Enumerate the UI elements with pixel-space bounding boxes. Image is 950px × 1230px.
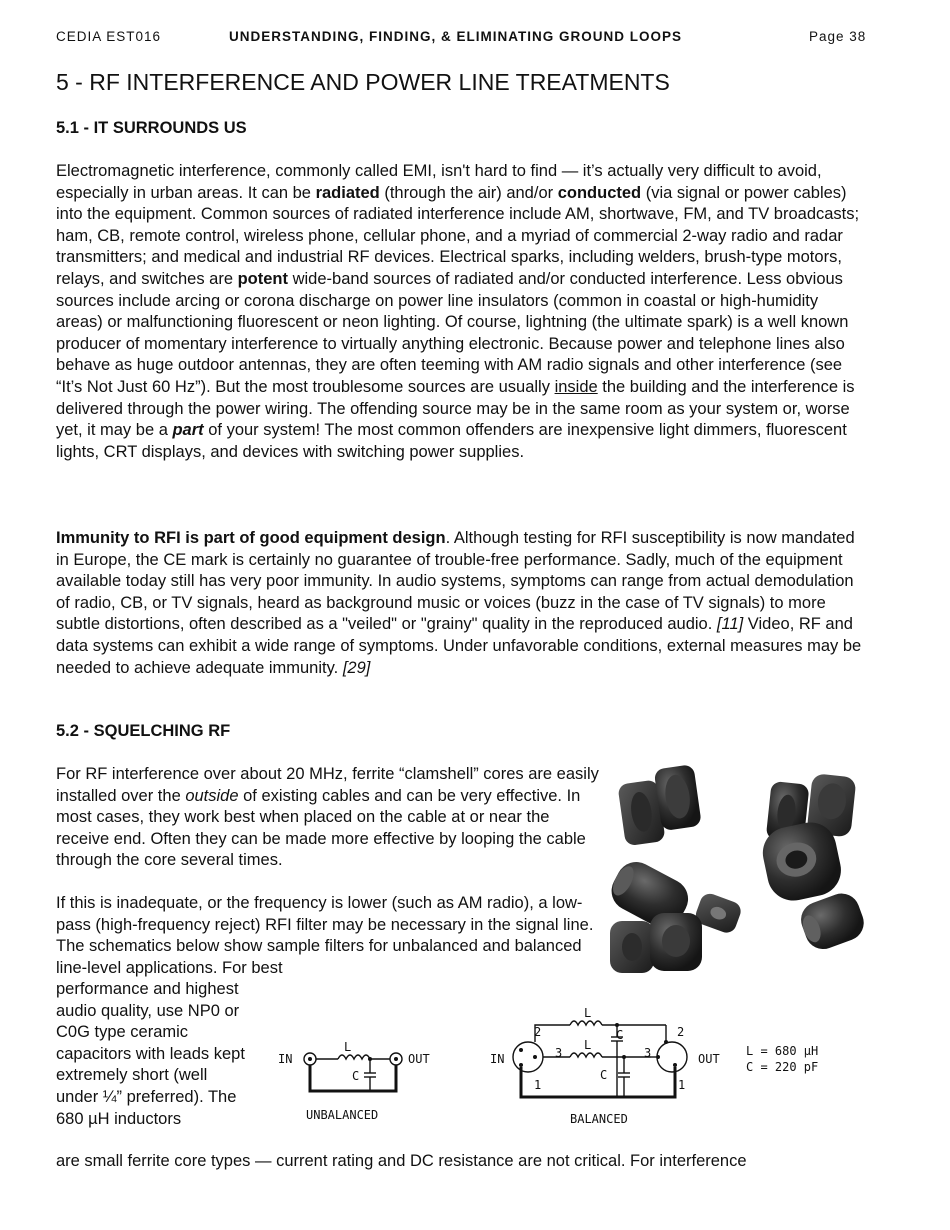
section-5-1-title: 5.1 - IT SURROUNDS US xyxy=(56,119,247,137)
balanced-out-pin3: 3 xyxy=(644,1046,652,1060)
unbalanced-out-label: OUT xyxy=(408,1052,430,1066)
balanced-lower-inductor-label: L xyxy=(584,1038,592,1052)
header-doc-id: CEDIA EST016 xyxy=(56,29,162,44)
ferrite-cores-image xyxy=(608,763,868,988)
balanced-upper-inductor-label: L xyxy=(584,1006,592,1020)
section-5-2-title: 5.2 - SQUELCHING RF xyxy=(56,722,231,740)
balanced-lower-capacitor-label: C xyxy=(600,1068,608,1082)
balanced-out-label: OUT xyxy=(698,1052,720,1066)
balanced-in-label: IN xyxy=(490,1052,505,1066)
balanced-filter-schematic xyxy=(490,1006,720,1126)
unbalanced-caption: UNBALANCED xyxy=(306,1108,379,1122)
balanced-caption: BALANCED xyxy=(570,1112,628,1126)
paragraph-capacitor-advice: performance and highest audio quality, use NP0 or C0G type ceramic capacitors with leads kept extremely short (well under ¼” preferred). The 680 µH inductors xyxy=(56,980,245,1128)
balanced-out-pin1: 1 xyxy=(678,1078,686,1092)
paragraph-rfi-immunity: Immunity to RFI is part of good equipment design. Although testing for RFI susceptibility is now mandated in Europe, the CE mark is certainly no guarantee of trouble-free performance. Sadly, much of the equipment available today still has very poor immunity. In audio systems, symptoms can range from actual demodulation of radio, CB, or TV signals, heard as background music or voices (buzz in the case of TV signals) to more subtle distortions, often described as a "veiled" or "grainy" quality in the reproduced audio. [11] Video, RF and data systems can exhibit a wide range of symptoms. Under unfavorable conditions, external measures may be needed to achieve adequate immunity. [29] xyxy=(56,529,862,677)
chapter-title: 5 - RF INTERFERENCE AND POWER LINE TREATMENTS xyxy=(56,69,670,95)
paragraph-emi-sources: Electromagnetic interference, commonly called EMI, isn't hard to find — it’s actually very difficult to avoid, especially in urban areas. It can be radiated (through the air) and/or conducted (via signal or power cables) into the equipment. Common sources of radiated interference include AM, shortwave, FM, and TV broadcasts; ham, CB, remote control, wireless phone, cellular phone, and a myriad of commercial 2-way radio and radar transmitters; and medical and industrial RF devices. Electrical sparks, including welders, brush-type motors, relays, and switches are potent wide-band sources of radiated and/or conducted interference. Less obvious sources include arcing or corona discharge on power line insulators (common in coastal or high-humidity areas) or malfunctioning fluorescent or neon lighting. Of course, lightning (the ultimate spark) is a well known producer of momentary interference to virtually anything electronic. Because power and telephone lines also behave as huge outdoor antennas, they are often teeming with AM radio signals and other interference (see “It’s Not Just 60 Hz”). But the most troublesome sources are usually inside the building and the interference is delivered through the power wiring. The offending source may be in the same room as your system or, worse yet, it may be a part of your system! The most common offenders are inexpensive light dimmers, fluorescent lights, CRT displays, and devices with switching power supplies. xyxy=(56,162,860,461)
filter-schematics-diagram xyxy=(272,1005,852,1135)
balanced-in-pin3: 3 xyxy=(555,1046,563,1060)
paragraph-lowpass-filter: If this is inadequate, or the frequency is lower (such as AM radio), a low-pass (high-frequency reject) RFI filter may be necessary in the signal line. The schematics below show sample filters for unbalanced and balanced line-level applications. For best xyxy=(56,894,594,977)
paragraph-ferrite-cores: For RF interference over about 20 MHz, ferrite “clamshell” cores are easily installed over the outside of existing cables and can be very effective. In most cases, they work best when placed on the cable at or near the receive end. Often they can be made more effective by looping the cable through the core several times. xyxy=(56,765,599,870)
paragraph-inductor-note: are small ferrite core types — current rating and DC resistance are not critical. For interference xyxy=(56,1152,747,1170)
header-doc-title: UNDERSTANDING, FINDING, & ELIMINATING GROUND LOOPS xyxy=(229,29,682,44)
balanced-upper-capacitor-label: C xyxy=(616,1028,624,1042)
unbalanced-filter-schematic xyxy=(278,1040,430,1122)
unbalanced-in-label: IN xyxy=(278,1052,293,1066)
unbalanced-capacitor-label: C xyxy=(352,1069,360,1083)
capacitor-value-label: C = 220 pF xyxy=(746,1060,819,1074)
inductor-value-label: L = 680 µH xyxy=(746,1044,819,1058)
header-page-number: Page 38 xyxy=(809,29,867,44)
balanced-in-pin2: 2 xyxy=(534,1025,542,1039)
unbalanced-inductor-label: L xyxy=(344,1040,352,1054)
balanced-out-pin2: 2 xyxy=(677,1025,685,1039)
balanced-in-pin1: 1 xyxy=(534,1078,542,1092)
